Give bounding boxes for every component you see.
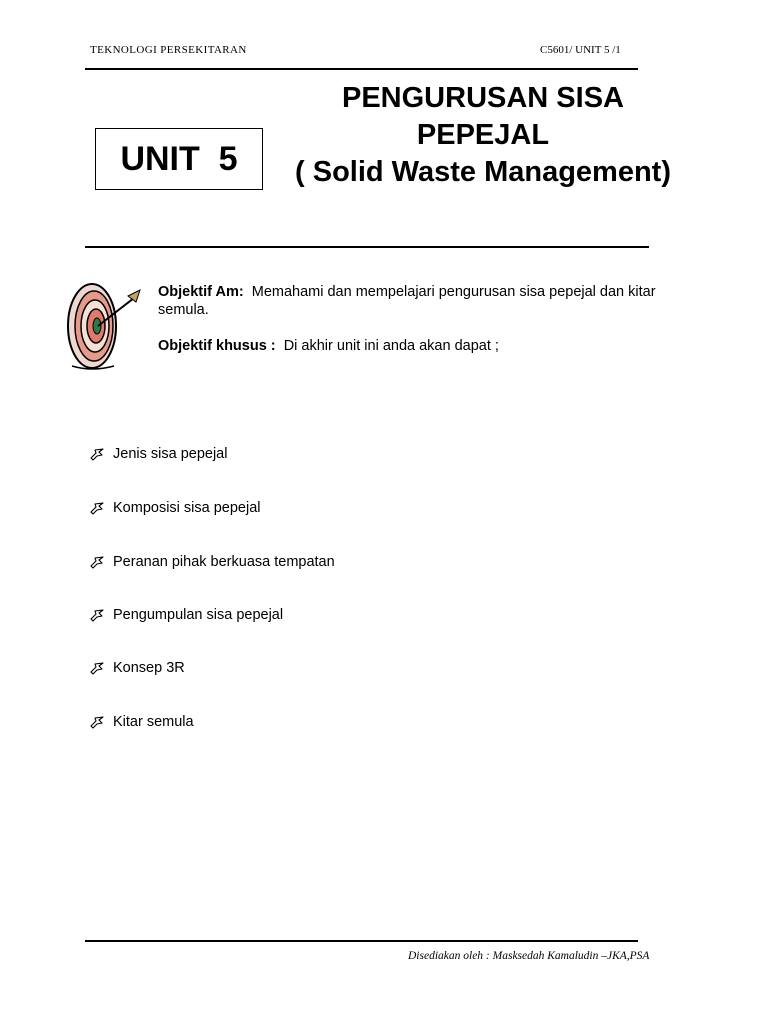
list-item-label: Kitar semula bbox=[113, 714, 194, 730]
specific-objective bbox=[158, 337, 688, 355]
footer-credit: Disediakan oleh : Masksedah Kamaludin –JKA,PSA bbox=[408, 950, 650, 962]
header-page-reference: C5601/ UNIT 5 /1 bbox=[540, 44, 621, 56]
title-line-3: ( Solid Waste Management) bbox=[295, 156, 671, 188]
header-course-title: TEKNOLOGI PERSEKITARAN bbox=[90, 44, 247, 56]
pointing-hand-icon bbox=[90, 555, 104, 569]
list-item bbox=[90, 498, 261, 518]
pointing-hand-icon bbox=[90, 661, 104, 675]
list-item-label: Peranan pihak berkuasa tempatan bbox=[113, 554, 335, 570]
general-objective bbox=[158, 283, 688, 319]
list-item bbox=[90, 605, 283, 625]
target-dart-icon bbox=[62, 276, 152, 372]
list-item-label: Komposisi sisa pepejal bbox=[113, 500, 261, 516]
specific-objective-text: Di akhir unit ini anda akan dapat ; bbox=[283, 338, 499, 354]
list-item-label: Jenis sisa pepejal bbox=[113, 446, 228, 462]
list-item-label: Konsep 3R bbox=[113, 660, 185, 676]
unit-label-box bbox=[95, 128, 263, 190]
header-divider bbox=[85, 68, 638, 70]
pointing-hand-icon bbox=[90, 501, 104, 515]
specific-objective-label: Objektif khusus : bbox=[158, 338, 276, 354]
title-line-2: PEPEJAL bbox=[416, 119, 550, 151]
general-objective-label: Objektif Am: bbox=[158, 284, 244, 300]
unit-label: UNIT 5 bbox=[120, 139, 238, 178]
list-item bbox=[90, 444, 227, 464]
list-item bbox=[90, 552, 335, 572]
list-item bbox=[90, 658, 185, 678]
title-divider bbox=[85, 246, 649, 248]
pointing-hand-icon bbox=[90, 715, 104, 729]
page-title bbox=[280, 80, 686, 191]
footer-divider bbox=[85, 940, 638, 942]
title-line-1: PENGURUSAN SISA bbox=[342, 82, 624, 114]
pointing-hand-icon bbox=[90, 608, 104, 622]
pointing-hand-icon bbox=[90, 447, 104, 461]
list-item bbox=[90, 712, 194, 732]
general-objective-text: Memahami dan mempelajari pengurusan sisa pepejal dan kitar semula. bbox=[158, 284, 656, 318]
list-item-label: Pengumpulan sisa pepejal bbox=[113, 607, 284, 623]
